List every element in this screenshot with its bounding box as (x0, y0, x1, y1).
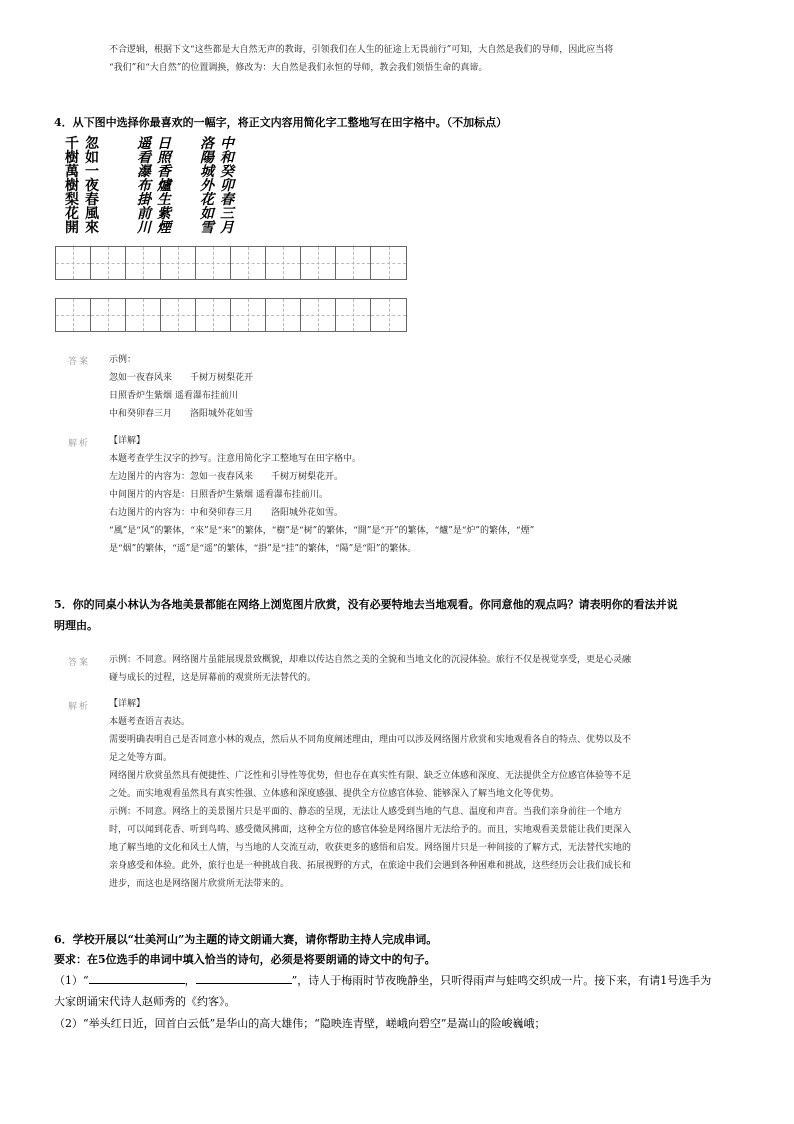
writing-grid-row-2[interactable] (55, 298, 407, 332)
analysis-line: 之处。而实地观看虽然具有真实性强、立体感和深度感强、提供全方位感官体验、能够深入了解当地文化等优势。 (109, 789, 560, 799)
analysis-line: 左边图片的内容为：忽如一夜春风来 千树万树梨花开。 (109, 472, 344, 482)
calligraphy-column: 千 樹 萬 樹 梨 花 開 (65, 136, 79, 236)
item-prefix: （1）“ (54, 974, 89, 987)
answer-label: 答案 (68, 658, 91, 668)
analysis-line: 本题考查学生汉字的抄写。注意用简化字工整地写在田字格中。 (109, 454, 362, 464)
question-6-item-1 (54, 969, 711, 991)
q4-answer (109, 351, 253, 423)
writing-grid-row-1[interactable] (55, 246, 407, 280)
answer-intro: 示例： (109, 355, 137, 365)
analysis-label: 解析 (68, 439, 91, 449)
q5-analysis (109, 695, 631, 893)
analysis-line: 是“烟”的繁体，“遥”是“遥”的繁体，“掛”是“挂”的繁体，“陽”是“阳”的繁体。 (109, 544, 417, 554)
calligraphy-column: 日 照 香 爐 生 紫 煙 (157, 136, 171, 236)
analysis-line: 中间图片的内容是：日照香炉生紫烟 遥看瀑布挂前川。 (109, 490, 328, 500)
calligraphy-column: 洛 陽 城 外 花 如 雪 (200, 136, 214, 236)
question-5-title (54, 594, 678, 636)
answer-line: 碰与成长的过程，这是屏幕前的观赏所无法替代的。 (109, 673, 317, 683)
answer-label: 答案 (68, 357, 91, 367)
analysis-label: 解析 (68, 702, 91, 712)
question-6-requirement: 要求：在5位选手的串词中填入恰当的诗句，必须是将要朗诵的诗文中的句子。 (54, 953, 436, 966)
analysis-line: 时，可以闻到花香、听到鸟鸣、感受微风拂面，这种全方位的感官体验是网络图片无法给予的。而且，实地观看美景能让我们更深入 (109, 825, 632, 835)
answer-line: 日照香炉生紫烟 遥看瀑布挂前川 (109, 391, 238, 401)
calligraphy-column: 遥 看 瀑 布 掛 前 川 (137, 136, 151, 236)
question-6-item-1-line-2: 大家朗诵宋代诗人赵师秀的《约客》。 (54, 995, 236, 1008)
analysis-line: “風”是“风”的繁体，“來”是“来”的繁体，“樹”是“树”的繁体，“開”是“开”的繁体，“爐”是“炉”的繁体，“煙” (109, 526, 535, 536)
item-comma: ， (184, 974, 196, 987)
question-5-line: 明理由。 (54, 619, 98, 632)
callig-char: 千 (65, 136, 79, 152)
answer-line: 示例：不同意。网络图片虽能展现景致概貌，却难以传达自然之美的全貌和当地文化的沉浸体验。旅行不仅是视觉享受，更是心灵融 (109, 655, 632, 665)
intro-line-2: “我们”和“大自然”的位置调换，修改为：大自然是我们永恒的导师，教会我们领悟生命的真谛。 (109, 63, 488, 73)
answer-line: 忽如一夜春风来 千树万树梨花开 (109, 373, 254, 383)
q4-analysis (109, 432, 534, 558)
question-5-line: 5．你的同桌小林认为各地美景都能在网络上浏览图片欣赏，没有必要特地去当地观看。你同意他的观点吗？请表明你的看法并说 (54, 598, 678, 611)
analysis-line: 足之处等方面。 (109, 753, 173, 763)
answer-line: 中和癸卯春三月 洛阳城外花如雪 (109, 409, 254, 419)
item-suffix: ”，诗人于梅雨时节夜晚静坐，只听得雨声与蛙鸣交织成一片。接下来，有请1号选手为 (291, 974, 712, 987)
analysis-line: 网络图片欣赏虽然具有便捷性、广泛性和引导性等优势，但也存在真实性有限、缺乏立体感和深度、无法提供全方位感官体验等不足 (109, 771, 632, 781)
question-4-title: 4．从下图中选择你最喜欢的一幅字，将正文内容用简化字工整地写在田字格中。（不加标点） (54, 116, 508, 129)
q5-answer (109, 651, 631, 687)
analysis-title: 【详解】 (109, 699, 146, 709)
analysis-line: 需要明确表明自己是否同意小林的观点，然后从不同角度阐述理由，理由可以涉及网络图片欣赏和实地观看各自的特点、优势以及不 (109, 735, 632, 745)
blank-1[interactable] (89, 969, 185, 984)
question-6-item-2: （2）“举头红日近，回首白云低”是华山的高大雄伟；“隐映连青壁，嵯峨向碧空”是嵩山的险峻巍峨； (54, 1017, 546, 1030)
analysis-line: 进步，而这也是网络图片欣赏所无法带来的。 (109, 879, 290, 889)
intro-line-1: 不合逻辑，根据下文“这些都是大自然无声的教诲，引领我们在人生的征途上无畏前行”可知，大自然是我们的导师，因此应当将 (109, 45, 614, 55)
calligraphy-column: 忽 如 一 夜 春 風 來 (85, 136, 99, 236)
calligraphy-column: 中 和 癸 卯 春 三 月 (220, 136, 234, 236)
analysis-line: 右边图片的内容为：中和癸卯春三月 洛阳城外花如雪。 (109, 508, 344, 518)
question-6-title: 6．学校开展以“壮美河山”为主题的诗文朗诵大赛，请你帮助主持人完成串词。 (54, 933, 438, 946)
analysis-title: 【详解】 (109, 436, 146, 446)
analysis-line: 亲身感受和体验。此外，旅行也是一种挑战自我、拓展视野的方式，在旅途中我们会遇到各种困难和挑战，这些经历会让我们成长和 (109, 861, 632, 871)
blank-2[interactable] (196, 969, 292, 984)
analysis-line: 本题考查语言表达。 (109, 717, 191, 727)
analysis-line: 示例：不同意。网络上的美景图片只是平面的、静态的呈现，无法让人感受到当地的气息、温度和声音。当我们亲身前往一个地方 (109, 807, 623, 817)
analysis-line: 地了解当地的文化和风土人情，与当地的人交流互动，收获更多的感悟和启发。网络图片只是一种间接的了解方式，无法替代实地的 (109, 843, 632, 853)
